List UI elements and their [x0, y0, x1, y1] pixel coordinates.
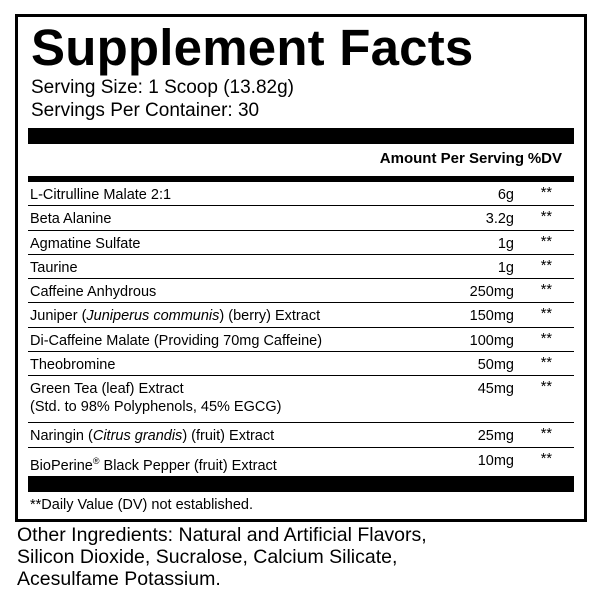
botanical-name: Citrus grandis [92, 428, 183, 445]
daily-value-header: %DV [527, 150, 562, 167]
ingredient-dv: ** [540, 282, 552, 299]
ingredient-name: Theobromine [30, 357, 116, 374]
other-ingredients [17, 524, 592, 590]
table-row [28, 448, 574, 472]
other-ingredients-line: Other Ingredients: Natural and Artificial Flavors, [17, 524, 427, 546]
ingredient-name: Juniper (Juniperus communis) (berry) Extract [30, 308, 321, 325]
ingredient-dv: ** [540, 233, 552, 250]
table-header [28, 147, 574, 171]
botanical-name: Juniperus communis [86, 308, 220, 325]
ingredient-amount: 150mg [469, 308, 514, 325]
ingredient-dv: ** [540, 185, 552, 201]
ingredient-amount: 1g [497, 259, 514, 276]
ingredient-name: Taurine [30, 259, 78, 276]
table-row [28, 231, 574, 255]
ingredient-dv: ** [540, 379, 552, 396]
thick-divider-top [28, 128, 574, 144]
registered-mark: ® [92, 455, 100, 466]
ingredient-amount: 45mg [477, 381, 514, 398]
serving-size: Serving Size: 1 Scoop (13.82g) [31, 77, 294, 98]
ingredient-name: Caffeine Anhydrous [30, 284, 157, 301]
servings-per-container: Servings Per Container: 30 [31, 100, 260, 121]
ingredient-amount: 3.2g [485, 211, 514, 228]
table-row [28, 352, 574, 376]
table-row [28, 328, 574, 352]
ingredient-name: L-Citrulline Malate 2:1 [30, 187, 172, 203]
daily-value-footnote: **Daily Value (DV) not established. [30, 497, 253, 513]
ingredient-amount: 25mg [477, 428, 514, 445]
ingredient-amount: 6g [497, 187, 514, 203]
ingredient-name: BioPerine® Black Pepper (fruit) Extract [30, 455, 277, 474]
ingredient-dv: ** [540, 330, 552, 347]
supplement-facts-panel [15, 14, 587, 522]
ingredient-dv: ** [540, 426, 552, 443]
other-ingredients-line: Silicon Dioxide, Sucralose, Calcium Silicate, [17, 546, 398, 568]
ingredient-standardization: (Std. to 98% Polyphenols, 45% EGCG) [30, 399, 282, 416]
ingredient-name: Di-Caffeine Malate (Providing 70mg Caffeine) [30, 332, 323, 349]
ingredient-dv: ** [540, 306, 552, 323]
table-row [28, 206, 574, 230]
ingredient-name: Beta Alanine [30, 211, 112, 228]
table-row [28, 279, 574, 303]
other-ingredients-line: Acesulfame Potassium. [17, 568, 221, 590]
ingredient-amount: 250mg [469, 284, 514, 301]
table-row [28, 423, 574, 447]
table-row [28, 303, 574, 327]
panel-title: Supplement Facts [31, 19, 474, 76]
ingredient-dv: ** [540, 355, 552, 372]
ingredient-amount: 50mg [477, 357, 514, 374]
ingredient-amount: 1g [497, 235, 514, 252]
ingredient-amount: 10mg [477, 452, 514, 469]
ingredient-name: Agmatine Sulfate [30, 235, 141, 252]
table-row [28, 376, 574, 423]
table-row [28, 255, 574, 279]
ingredient-amount: 100mg [469, 332, 514, 349]
ingredient-name: Green Tea (leaf) Extract (Std. to 98% Polyphenols, 45% EGCG) [30, 381, 282, 416]
ingredient-name: Naringin (Citrus grandis) (fruit) Extract [30, 428, 275, 445]
ingredient-dv: ** [540, 450, 552, 467]
table-row [28, 182, 574, 206]
ingredient-dv: ** [540, 209, 552, 226]
ingredient-dv: ** [540, 257, 552, 274]
thick-divider-bottom [28, 476, 574, 492]
ingredients-table [28, 182, 574, 472]
amount-per-serving-header: Amount Per Serving [379, 150, 524, 167]
